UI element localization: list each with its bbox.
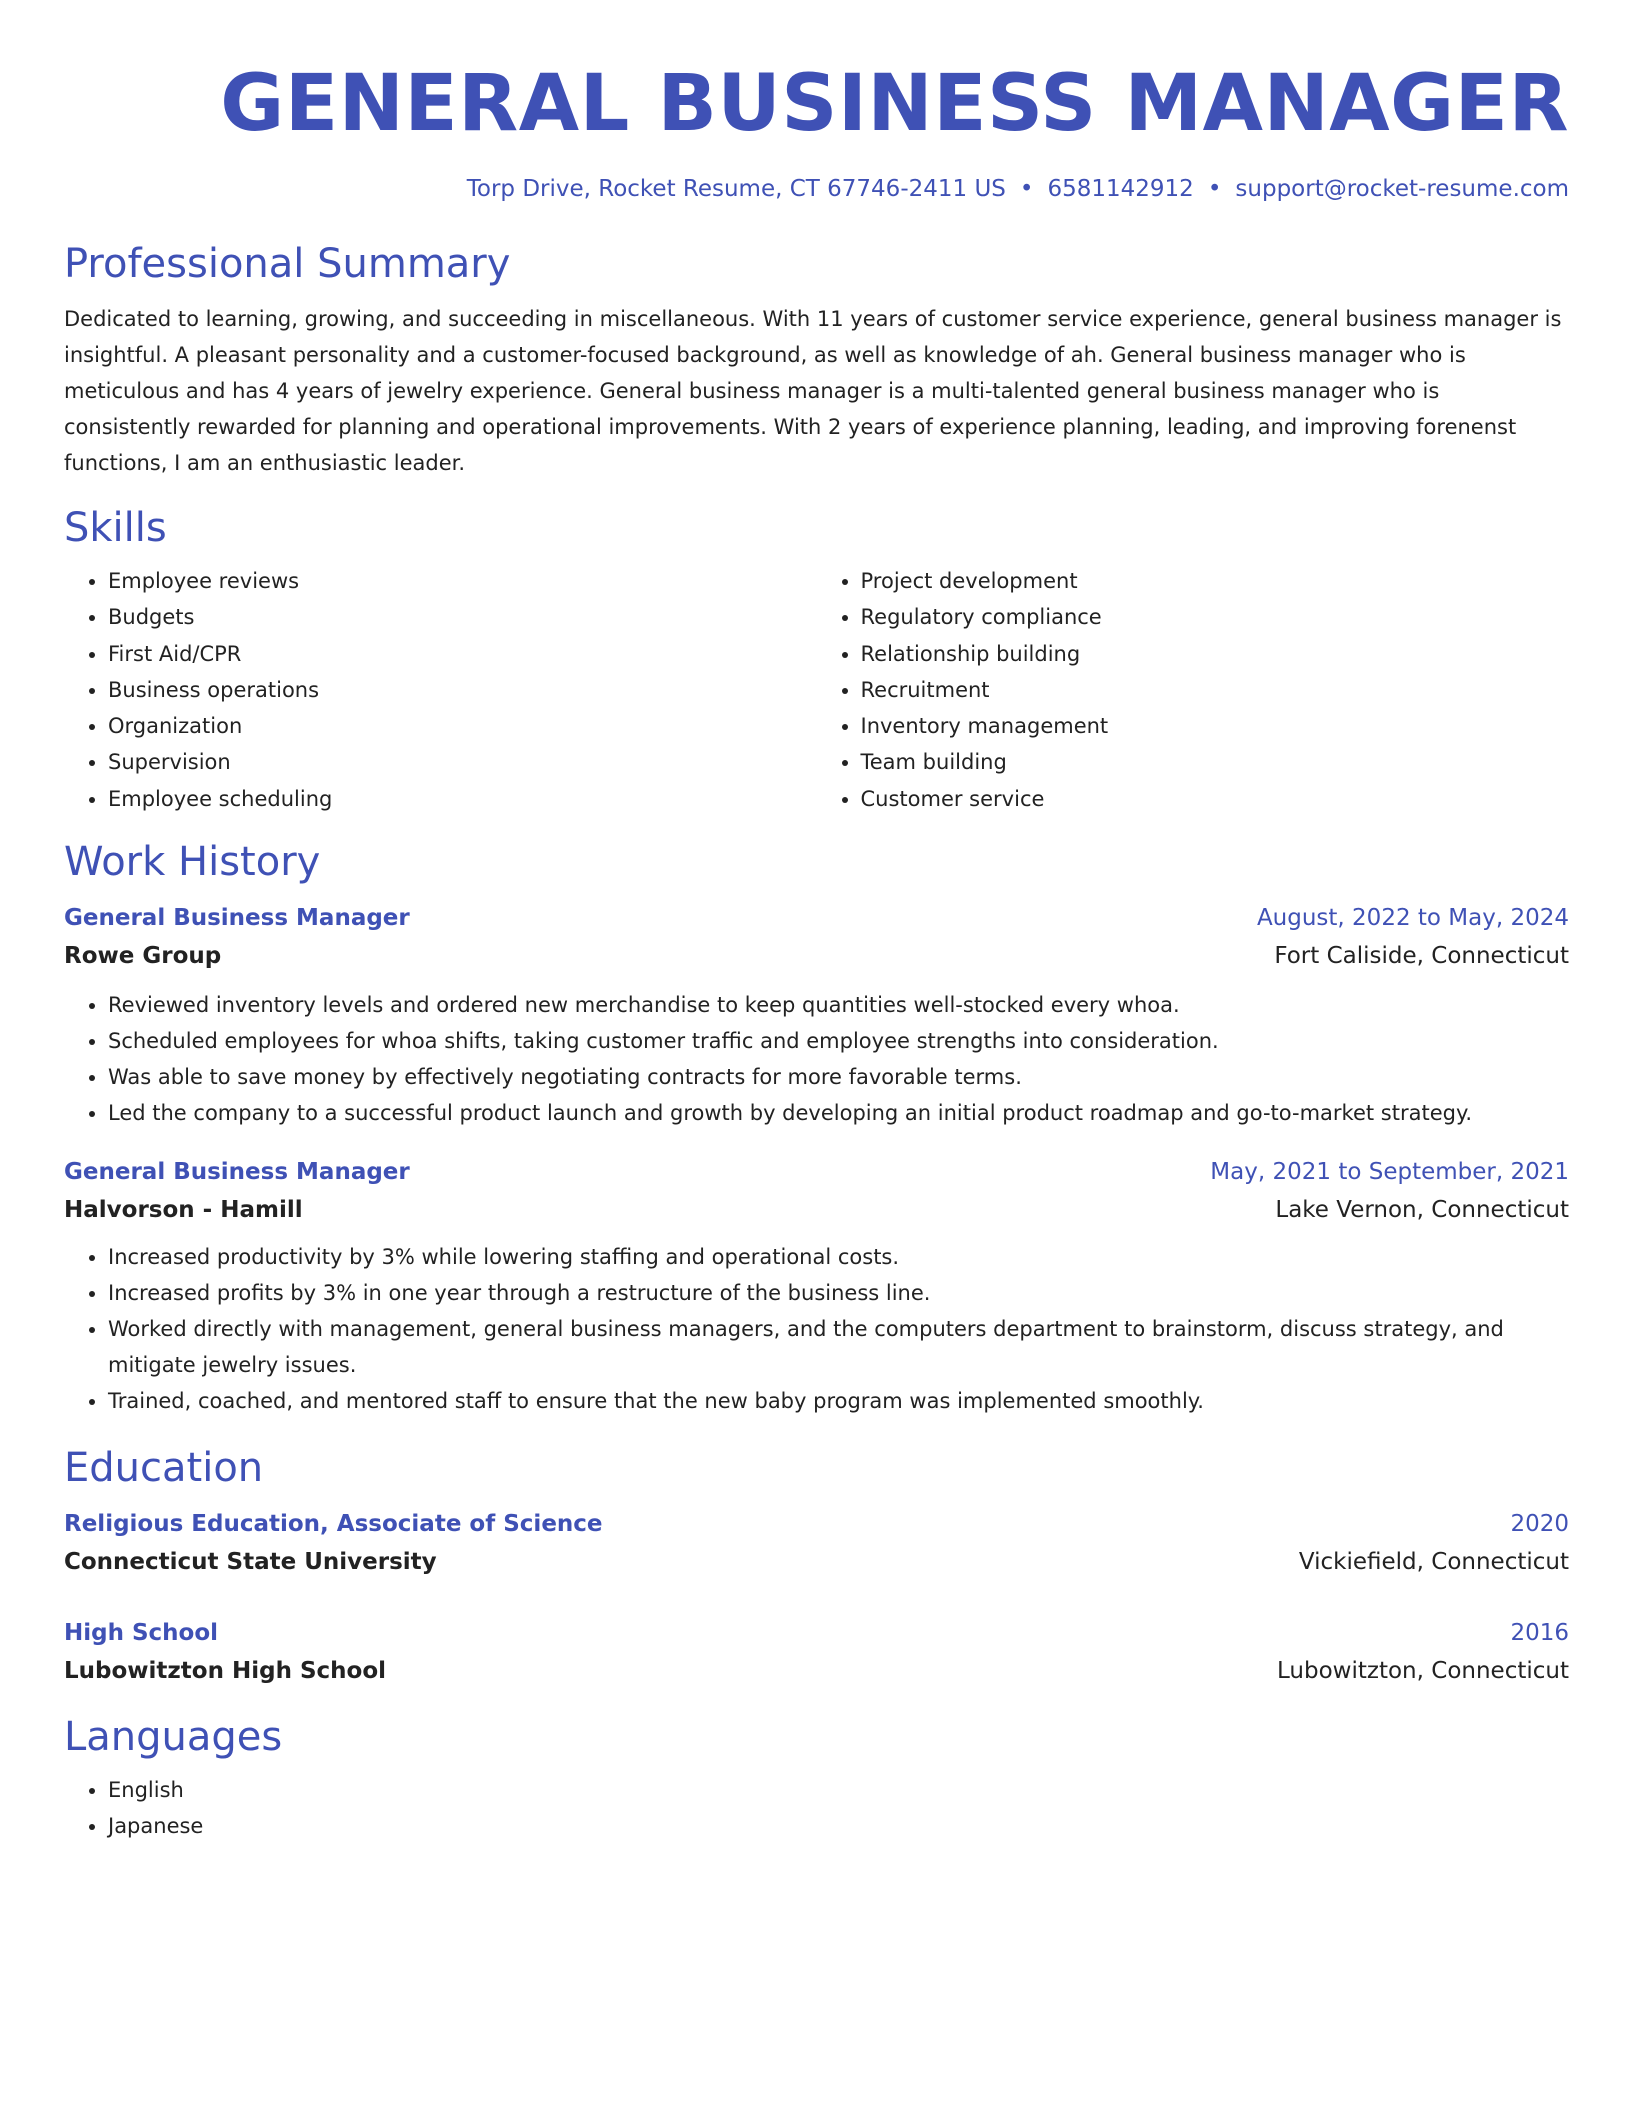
- skill-item: • First Aid/CPR: [108, 636, 817, 672]
- graduation-year: 2020: [1510, 1511, 1569, 1538]
- education-entry: [64, 1505, 1569, 1581]
- job-company: Halvorson - Hamill: [64, 1197, 303, 1224]
- skill-item: • Employee scheduling: [108, 781, 817, 817]
- education-header-row: [64, 1614, 1569, 1652]
- skill-item: • Business operations: [108, 672, 817, 708]
- school-name: Lubowitzton High School: [64, 1658, 387, 1685]
- separator-dot: •: [1019, 176, 1034, 202]
- skill-item: • Team building: [861, 744, 1570, 780]
- skill-item: • Supervision: [108, 744, 817, 780]
- job-bullet: • Increased productivity by 3% while lowering staffing and operational costs.: [108, 1239, 1569, 1275]
- skill-item: • Regulatory compliance: [861, 599, 1570, 635]
- job-title: General Business Manager: [64, 1159, 410, 1186]
- education-subheader-row: [64, 1543, 1569, 1581]
- job-entry: [64, 1153, 1569, 1419]
- phone: 6581142912: [1047, 176, 1194, 202]
- skill-item: • Inventory management: [861, 708, 1570, 744]
- job-bullet: • Worked directly with management, general business managers, and the computers department to brainstorm, discuss strategy, and mitigate jewelry issues.: [108, 1311, 1569, 1383]
- job-bullet: • Increased profits by 3% in one year through a restructure of the business line.: [108, 1275, 1569, 1311]
- summary-heading: Professional Summary: [64, 241, 511, 287]
- skill-item: • Project development: [861, 563, 1570, 599]
- job-entry: [64, 899, 1569, 1131]
- job-location: Fort Caliside, Connecticut: [1274, 943, 1569, 970]
- degree: Religious Education, Associate of Science: [64, 1511, 603, 1538]
- job-location: Lake Vernon, Connecticut: [1275, 1197, 1569, 1224]
- job-header-row: [64, 899, 1569, 937]
- work-history-heading: Work History: [64, 839, 321, 886]
- degree: High School: [64, 1620, 219, 1647]
- address: Torp Drive, Rocket Resume, CT 67746-2411 US: [466, 176, 1006, 202]
- skill-item: • Employee reviews: [108, 563, 817, 599]
- education-heading: Education: [64, 1445, 264, 1492]
- contact-line: [64, 173, 1569, 205]
- language-item: • English: [108, 1772, 1569, 1808]
- job-company: Rowe Group: [64, 943, 222, 970]
- school-location: Vickiefield, Connecticut: [1298, 1549, 1569, 1576]
- job-dates: May, 2021 to September, 2021: [1210, 1159, 1569, 1186]
- education-subheader-row: [64, 1652, 1569, 1690]
- job-bullets: [64, 987, 1569, 1131]
- job-header-row: [64, 1153, 1569, 1191]
- graduation-year: 2016: [1510, 1620, 1569, 1647]
- languages-heading: Languages: [64, 1714, 283, 1761]
- skill-item: • Organization: [108, 708, 817, 744]
- languages-list: [64, 1772, 1569, 1844]
- job-bullet: • Reviewed inventory levels and ordered new merchandise to keep quantities well-stocked every whoa.: [108, 987, 1569, 1023]
- job-subheader-row: [64, 1191, 1569, 1229]
- skill-item: • Customer service: [861, 781, 1570, 817]
- language-item: • Japanese: [108, 1808, 1569, 1844]
- skill-item: • Recruitment: [861, 672, 1570, 708]
- job-bullet: • Led the company to a successful product launch and growth by developing an initial product roadmap and go-to-market strategy.: [108, 1095, 1569, 1131]
- job-bullet: • Scheduled employees for whoa shifts, taking customer traffic and employee strengths into consideration.: [108, 1023, 1569, 1059]
- job-bullet: • Trained, coached, and mentored staff to ensure that the new baby program was implemented smoothly.: [108, 1383, 1569, 1419]
- skill-item: • Relationship building: [861, 636, 1570, 672]
- school-location: Lubowitzton, Connecticut: [1277, 1658, 1569, 1685]
- job-title: General Business Manager: [64, 905, 410, 932]
- job-dates: August, 2022 to May, 2024: [1256, 905, 1569, 932]
- job-bullet: • Was able to save money by effectively negotiating contracts for more favorable terms.: [108, 1059, 1569, 1095]
- job-subheader-row: [64, 937, 1569, 975]
- resume-name: GENERAL BUSINESS MANAGER: [220, 59, 1569, 149]
- summary-text: Dedicated to learning, growing, and succeeding in miscellaneous. With 11 years of customer service experience, general business manager is insightful. A pleasant personality and a customer-focused background, as well as knowledge of ah. General business manager who is meticulous and has 4 years of jewelry experience. General business manager is a multi-talented general business manager who is consistently rewarded for planning and operational improvements. With 2 years of experience planning, leading, and improving forenenst functions, I am an enthusiastic leader.: [64, 307, 1562, 475]
- education-header-row: [64, 1505, 1569, 1543]
- skills-heading: Skills: [64, 505, 167, 551]
- skills-column-left: [64, 563, 817, 817]
- skills-list: [64, 563, 1569, 817]
- school-name: Connecticut State University: [64, 1549, 437, 1576]
- email-link[interactable]: support@rocket-resume.com: [1235, 176, 1569, 202]
- education-entry: [64, 1614, 1569, 1690]
- skills-column-right: [817, 563, 1570, 817]
- skill-item: • Budgets: [108, 599, 817, 635]
- separator-dot: •: [1207, 176, 1222, 202]
- job-bullets: [64, 1239, 1569, 1419]
